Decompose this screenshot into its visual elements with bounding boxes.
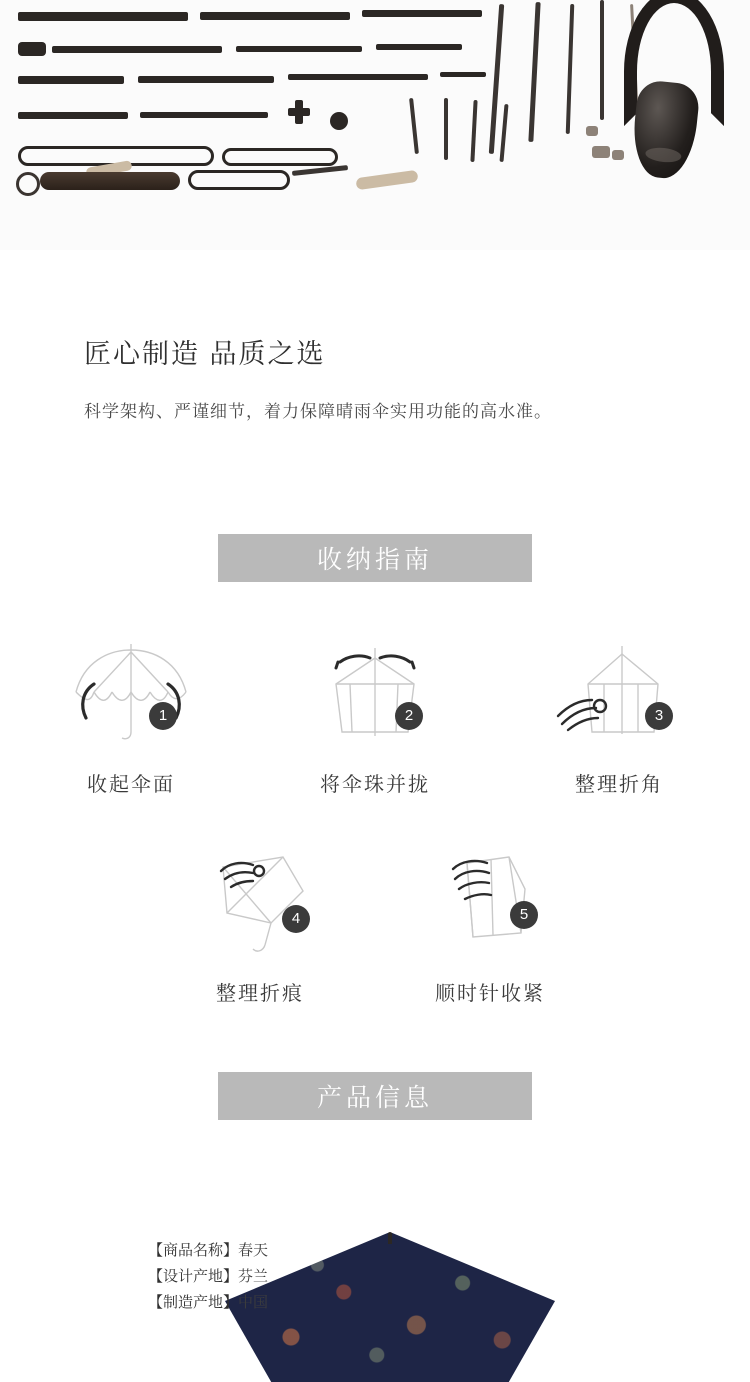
step-2-figure <box>277 640 473 750</box>
storage-steps-row-2 <box>0 849 750 1006</box>
part-joint <box>295 100 303 124</box>
part-strap <box>188 170 290 190</box>
part-rod <box>52 46 222 53</box>
step-1-badge: 1 <box>149 702 177 730</box>
spec-key: 【设计产地】 <box>148 1268 239 1285</box>
twist-clockwise-icon <box>405 849 575 959</box>
part-rod <box>18 12 188 21</box>
step-1-label: 收起伞面 <box>87 774 175 796</box>
step-4-label: 整理折痕 <box>216 983 304 1005</box>
step-1-figure <box>33 640 229 750</box>
storage-steps <box>0 640 750 1006</box>
umbrella-parts-photo <box>0 0 750 250</box>
part-rod <box>440 72 486 77</box>
spec-value: 春天 <box>238 1242 269 1259</box>
part-fitting <box>586 126 598 136</box>
storage-band <box>218 534 532 582</box>
spec-row <box>148 1238 268 1264</box>
spec-row <box>148 1264 268 1290</box>
handle-grip <box>629 79 701 181</box>
part-rod <box>376 44 462 50</box>
part-rod <box>600 0 604 120</box>
part-rod <box>288 74 428 80</box>
part-rod <box>18 42 46 56</box>
smooth-creases-icon <box>175 849 345 959</box>
umbrella-shaft <box>388 1214 392 1244</box>
spec-row <box>148 1290 268 1316</box>
spec-value: 芬兰 <box>238 1268 269 1285</box>
spec-key: 【商品名称】 <box>148 1242 239 1259</box>
storage-step-5 <box>392 849 588 1006</box>
part-ring <box>16 172 40 196</box>
spec-value: 中国 <box>238 1294 269 1311</box>
umbrella-handle <box>612 0 732 190</box>
storage-band-title: 收纳指南 <box>316 546 433 574</box>
product-section <box>0 1072 750 1342</box>
umbrella-close-canopy-icon <box>46 640 216 750</box>
part-rod <box>138 76 274 83</box>
part-fitting <box>592 146 610 158</box>
part-rib <box>292 165 348 176</box>
part-rib <box>444 98 448 160</box>
storage-step-3 <box>521 640 717 797</box>
part-rod <box>18 76 124 84</box>
gather-tips-icon <box>290 640 460 750</box>
spec-key: 【制造产地】 <box>148 1294 239 1311</box>
part-rod <box>140 112 268 118</box>
umbrella-canopy <box>225 1232 555 1382</box>
step-3-figure <box>521 640 717 750</box>
product-band <box>218 1072 532 1120</box>
part-rod <box>566 4 575 134</box>
step-5-badge: 5 <box>510 901 538 929</box>
step-5-figure <box>392 849 588 959</box>
part-strap <box>222 148 338 166</box>
storage-section <box>0 534 750 1006</box>
storage-step-1 <box>33 640 229 797</box>
part-rib <box>409 98 419 154</box>
step-3-label: 整理折角 <box>575 774 663 796</box>
part-rod <box>200 12 350 20</box>
part-rod <box>362 10 482 17</box>
intro-subline: 科学架构、严谨细节，着力保障晴雨伞实用功能的高水准。 <box>84 402 552 421</box>
storage-step-2 <box>277 640 473 797</box>
product-spec-list <box>148 1238 268 1316</box>
part-leather-strap <box>40 172 180 190</box>
part-strap <box>355 170 418 191</box>
step-5-label: 顺时针收紧 <box>435 983 545 1005</box>
part-rib <box>499 104 508 162</box>
part-rod <box>236 46 362 52</box>
intro-block <box>0 332 750 422</box>
intro-headline: 匠心制造 品质之选 <box>84 339 326 369</box>
part-rod <box>18 112 128 119</box>
fold-corner-icon <box>534 640 704 750</box>
step-4-badge: 4 <box>282 905 310 933</box>
part-rib <box>470 100 477 162</box>
product-photo <box>0 1232 750 1342</box>
step-2-label: 将伞珠并拢 <box>320 774 430 796</box>
step-2-badge: 2 <box>395 702 423 730</box>
product-band-title: 产品信息 <box>316 1084 433 1112</box>
step-4-figure <box>162 849 358 959</box>
storage-steps-row-1 <box>0 640 750 797</box>
part-ball-tip <box>330 112 348 130</box>
storage-step-4 <box>162 849 358 1006</box>
part-rod <box>528 2 540 142</box>
step-3-badge: 3 <box>645 702 673 730</box>
